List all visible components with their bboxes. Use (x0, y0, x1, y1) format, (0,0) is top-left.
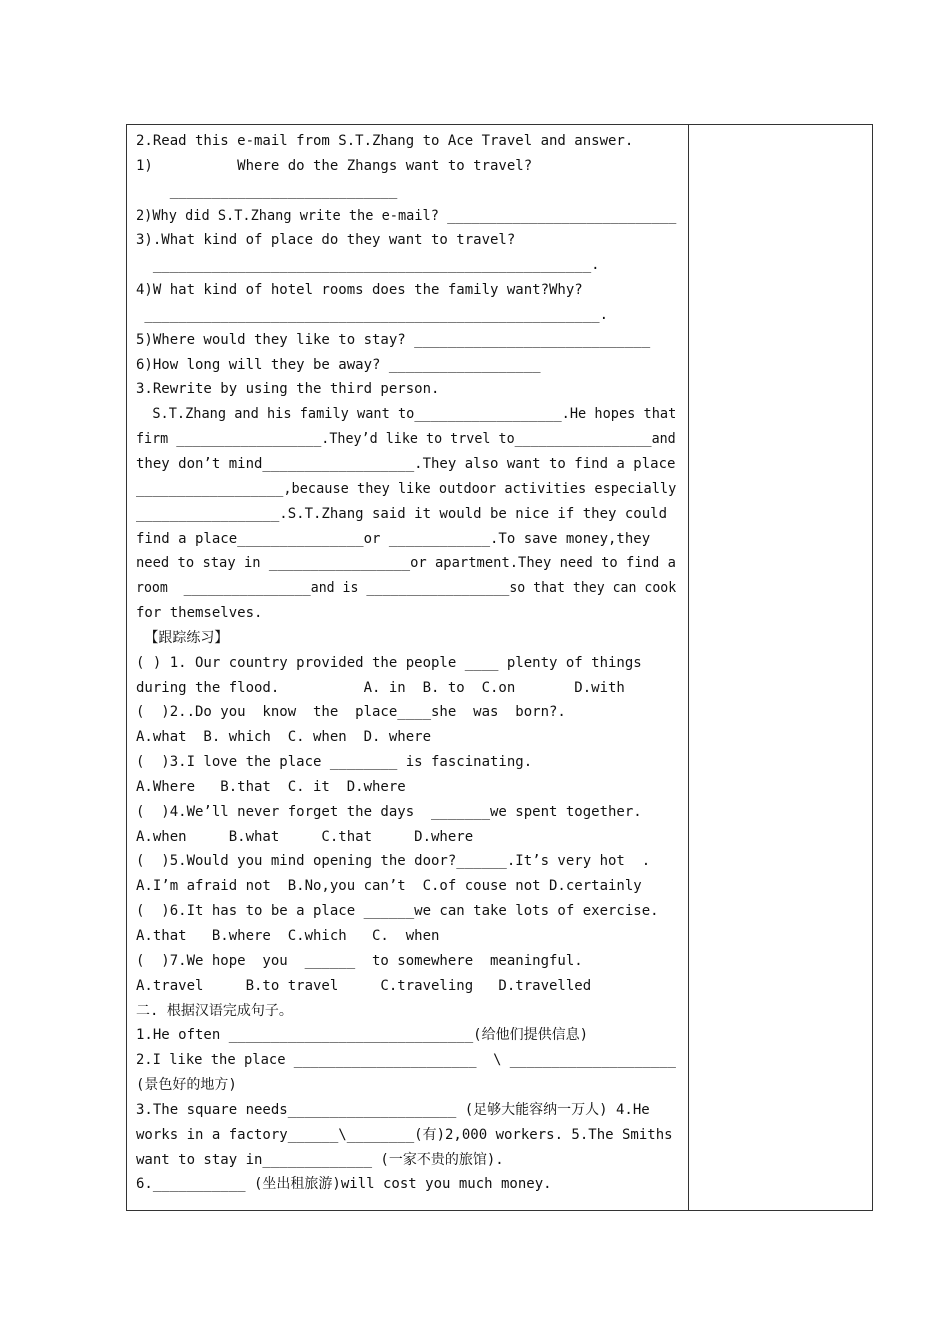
text-line: A.travel B.to travel C.traveling D.travelled (136, 977, 592, 994)
text-line: 2.I like the place ______________________ \ ____________________ (136, 1052, 676, 1069)
text-line: ( )7.We hope you ______ to somewhere meaningful. (136, 952, 583, 969)
text-line: works in a factory______\________(有)2,000 workers. 5.The Smiths (136, 1126, 673, 1143)
text-line: want to stay in_____________ (一家不贵的旅馆). (136, 1151, 504, 1168)
text-line: A.that B.where C.which C. when (136, 928, 440, 944)
text-line: ( )6.It has to be a place ______we can take lots of exercise. (136, 903, 659, 920)
text-line: ( )5.Would you mind opening the door?______.It’s very hot . (136, 853, 651, 870)
text-line: 【跟踪练习】 (136, 629, 229, 646)
exercise-content (136, 129, 676, 1197)
text-line: ( ) 1. Our country provided the people ____ plenty of things (136, 654, 642, 671)
text-line: ______________________________________________________. (136, 306, 609, 323)
text-line: need to stay in _________________or apartment.They need to find a (136, 555, 676, 572)
text-line: ( )2..Do you know the place____she was born?. (136, 704, 566, 721)
text-line: ____________________________________________________. (136, 257, 600, 274)
text-line: during the flood. A. in B. to C.on D.with (136, 679, 625, 696)
text-line: __________________,because they like outdoor activities especially (136, 480, 677, 497)
text-line: 3.The square needs____________________ (足够大能容纳一万人) 4.He (136, 1101, 650, 1118)
worksheet-table (126, 124, 873, 1211)
text-line: 2)Why did S.T.Zhang write the e-mail? ____________________________ (136, 207, 677, 224)
text-line: 1) Where do the Zhangs want to travel? (136, 157, 533, 174)
text-line: A.when B.what C.that D.where (136, 828, 474, 845)
text-line: ( )4.We’ll never forget the days _______we spent together. (136, 803, 642, 820)
text-line: for themselves. (136, 605, 263, 622)
text-line: 5)Where would they like to stay? ____________________________ (136, 331, 651, 348)
text-line: S.T.Zhang and his family want to__________________.He hopes that (136, 406, 677, 423)
text-line: 3).What kind of place do they want to travel? (136, 232, 516, 249)
text-line: A.I’m afraid not B.No,you can’t C.of couse not D.certainly (136, 878, 642, 895)
column-divider (688, 125, 689, 1210)
text-line: _________________.S.T.Zhang said it would be nice if they could (136, 505, 668, 522)
text-line: A.what B. which C. when D. where (136, 729, 432, 746)
text-line: 6.___________ (坐出租旅游)will cost you much money. (136, 1176, 552, 1193)
text-line: 1.He often _____________________________(给他们提供信息) (136, 1027, 589, 1044)
text-line: ( )3.I love the place ________ is fascinating. (136, 754, 533, 771)
text-line: A.Where B.that C. it D.where (136, 778, 406, 795)
text-line: 3.Rewrite by using the third person. (136, 381, 440, 398)
text-line: 6)How long will they be away? __________________ (136, 356, 541, 373)
text-line: they don’t mind__________________.They also want to find a place (136, 455, 676, 472)
text-line: ___________________________ (136, 182, 398, 199)
text-line: find a place_______________or ____________.To save money,they (136, 530, 651, 547)
text-line: firm __________________.They’d like to trvel to_________________and (136, 431, 676, 448)
text-line: 2.Read this e-mail from S.T.Zhang to Ace Travel and answer. (136, 133, 634, 149)
text-line: (景色好的地方) (136, 1077, 237, 1094)
text-line: room ________________and is __________________so that they can cook (136, 580, 677, 597)
text-line: 二. 根据汉语完成句子。 (136, 1002, 293, 1019)
text-line: 4)W hat kind of hotel rooms does the family want?Why? (136, 282, 583, 299)
